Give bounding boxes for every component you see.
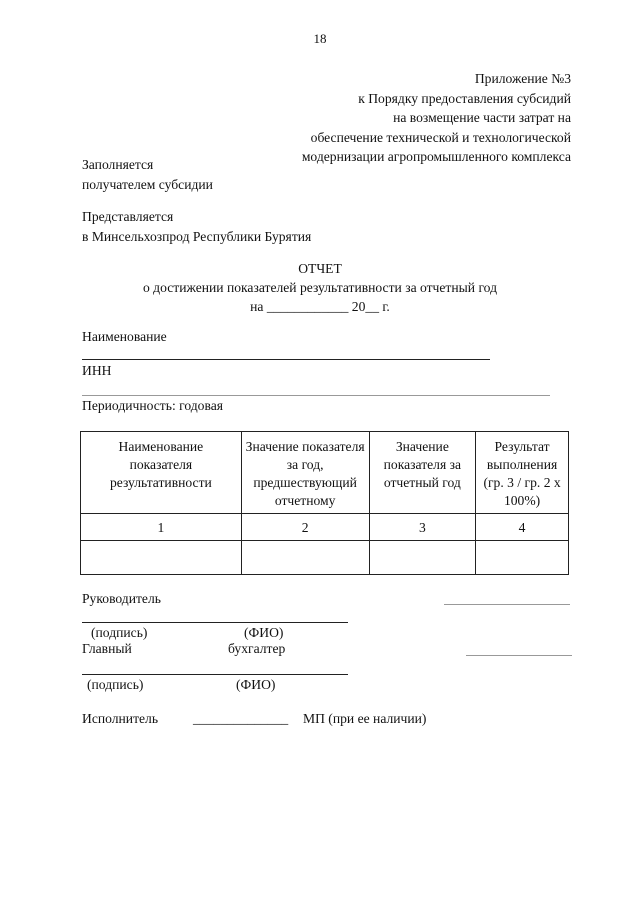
accountant-extra-line[interactable] — [466, 655, 572, 656]
appendix-header — [302, 69, 571, 167]
table-header-row — [81, 432, 569, 514]
filled-by-line: Заполняется — [82, 157, 154, 172]
table-header-cell: Значение показателя за отчетный год — [369, 432, 476, 514]
report-title — [0, 259, 640, 316]
table-header-cell: Наименование показателя результативности — [81, 432, 242, 514]
appendix-line: на возмещение части затрат на — [393, 110, 571, 126]
table-cell[interactable] — [81, 541, 242, 575]
table-header-cell: Значение показателя за год, предшествующий отчетному — [241, 432, 369, 514]
inn-label: ИНН — [82, 363, 112, 378]
filled-by-note — [82, 155, 213, 195]
report-title-main: ОТЧЕТ — [298, 261, 342, 276]
head-signature-caption: (подпись) — [91, 625, 148, 640]
stamp-note: МП (при ее наличии) — [303, 711, 427, 726]
submitted-to-line: Представляется — [82, 209, 174, 224]
report-date-line: на ____________ 20__ г. — [250, 299, 390, 314]
table-number-row — [81, 514, 569, 541]
chief-label: Главный — [82, 641, 132, 656]
table-cell[interactable] — [476, 541, 569, 575]
table-cell[interactable] — [369, 541, 476, 575]
submitted-to-note — [82, 207, 311, 247]
head-signature-line[interactable] — [82, 622, 348, 623]
accountant-label: бухгалтер — [228, 641, 286, 656]
appendix-line: к Порядку предоставления субсидий — [358, 90, 571, 106]
column-number-cell: 4 — [476, 514, 569, 541]
filled-by-line: получателем субсидии — [82, 177, 213, 192]
appendix-title: Приложение №3 — [474, 71, 571, 86]
name-label: Наименование — [82, 329, 167, 344]
accountant-signature-line[interactable] — [82, 674, 348, 675]
column-number-cell: 1 — [81, 514, 242, 541]
appendix-line: обеспечение технической и технологической — [310, 129, 571, 145]
report-subtitle: о достижении показателей результативности за отчетный год — [142, 280, 498, 295]
head-label: Руководитель — [82, 591, 161, 606]
periodicity-label: Периодичность: годовая — [82, 398, 223, 413]
page-number: 18 — [313, 31, 327, 46]
executor-blank[interactable]: ______________ — [193, 711, 289, 726]
appendix-line: модернизации агропромышленного комплекса — [301, 149, 571, 165]
table-cell[interactable] — [241, 541, 369, 575]
column-number-cell: 3 — [369, 514, 476, 541]
table-header-cell: Результат выполнения (гр. 3 / гр. 2 х 100%) — [476, 432, 569, 514]
table-data-row — [81, 541, 569, 575]
column-number-cell: 2 — [241, 514, 369, 541]
executor-label: Исполнитель — [82, 711, 159, 726]
accountant-signature-caption: (подпись) — [87, 677, 144, 692]
head-fio-caption: (ФИО) — [244, 625, 284, 640]
indicators-table — [80, 431, 569, 575]
head-extra-line[interactable] — [444, 604, 570, 605]
name-field-line[interactable] — [82, 359, 490, 360]
inn-field-line[interactable] — [82, 395, 550, 396]
submitted-to-line: в Минсельхозпрод Республики Бурятия — [82, 229, 312, 244]
accountant-fio-caption: (ФИО) — [236, 677, 276, 692]
